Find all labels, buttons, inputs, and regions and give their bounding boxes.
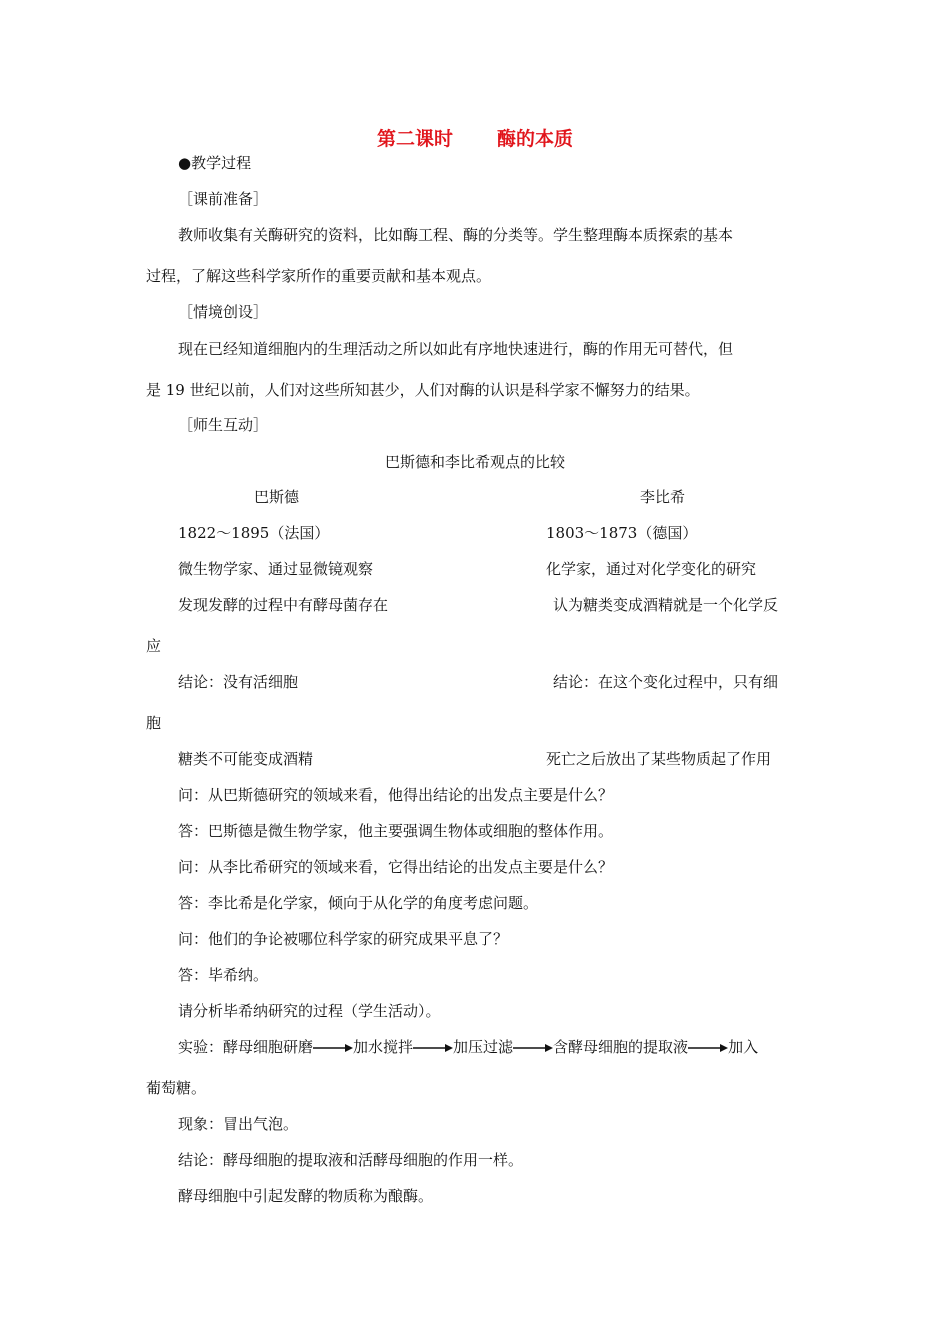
arrow-right-icon [413,1043,453,1053]
liebig-name: 李比希 [640,488,686,506]
comparison-title: 巴斯德和李比希观点的比较 [384,453,565,471]
final-statement: 酵母细胞中引起发酵的物质称为酿酶。 [178,1187,434,1205]
experiment-step-2: 加水搅拌 [353,1038,414,1056]
arrow-right-icon [688,1043,728,1053]
arrow-right-icon [513,1043,553,1053]
lesson-topic: 酶的本质 [497,128,574,150]
prep-paragraph-line2: 过程，了解这些科学家所作的重要贡献和基本观点。 [146,267,492,285]
pasteur-field: 微生物学家、通过显微镜观察 [178,560,374,578]
pasteur-conclusion-2: 糖类不可能变成酒精 [178,750,314,768]
section-heading: ●教学过程 [178,154,252,172]
liebig-finding: 认为糖类变成酒精就是一个化学反 [553,596,779,614]
pasteur-dates: 1822～1895（法国） [178,524,330,542]
experiment-step-4: 含酵母细胞的提取液 [553,1038,689,1056]
scenario-paragraph-line2: 是 19 世纪以前，人们对这些所知甚少，人们对酶的认识是科学家不懈努力的结果。 [146,381,700,399]
liebig-conclusion-wrap: 胞 [146,714,162,732]
scenario-heading: ［情境创设］ [178,303,269,321]
question-1: 问：从巴斯德研究的领域来看，他得出结论的出发点主要是什么？ [178,786,614,804]
question-3: 问：他们的争论被哪位科学家的研究成果平息了？ [178,930,509,948]
prep-heading: ［课前准备］ [178,190,269,208]
prep-paragraph-line1: 教师收集有关酶研究的资料，比如酶工程、酶的分类等。学生整理酶本质探索的基本 [178,226,734,244]
experiment-step-5: 加入 [728,1038,759,1056]
analysis-prompt: 请分析毕希纳研究的过程（学生活动）。 [178,1002,441,1020]
pasteur-finding: 发现发酵的过程中有酵母菌存在 [178,596,389,614]
experiment-flow [178,1036,758,1057]
pasteur-conclusion: 结论：没有活细胞 [178,673,299,691]
experiment-flow-wrap: 葡萄糖。 [146,1079,207,1097]
pasteur-name: 巴斯德 [254,488,300,506]
liebig-field: 化学家，通过对化学变化的研究 [546,560,757,578]
liebig-conclusion-2: 死亡之后放出了某些物质起了作用 [546,750,772,768]
question-2: 问：从李比希研究的领域来看，它得出结论的出发点主要是什么？ [178,858,614,876]
scenario-paragraph-line1: 现在已经知道细胞内的生理活动之所以如此有序地快速进行，酶的作用无可替代，但 [178,340,734,358]
liebig-dates: 1803～1873（德国） [546,524,698,542]
interaction-heading: ［师生互动］ [178,416,269,434]
answer-1: 答：巴斯德是微生物学家，他主要强调生物体或细胞的整体作用。 [178,822,614,840]
liebig-finding-wrap: 应 [146,637,162,655]
experiment-step-3: 加压过滤 [453,1038,514,1056]
arrow-right-icon [313,1043,353,1053]
conclusion: 结论：酵母细胞的提取液和活酵母细胞的作用一样。 [178,1151,524,1169]
phenomenon: 现象：冒出气泡。 [178,1115,299,1133]
lesson-number: 第二课时 [376,128,453,150]
answer-2: 答：李比希是化学家，倾向于从化学的角度考虑问题。 [178,894,539,912]
answer-3: 答：毕希纳。 [178,966,269,984]
lesson-title [0,124,950,151]
experiment-step-1: 实验：酵母细胞研磨 [178,1038,314,1056]
liebig-conclusion: 结论：在这个变化过程中，只有细 [553,673,779,691]
